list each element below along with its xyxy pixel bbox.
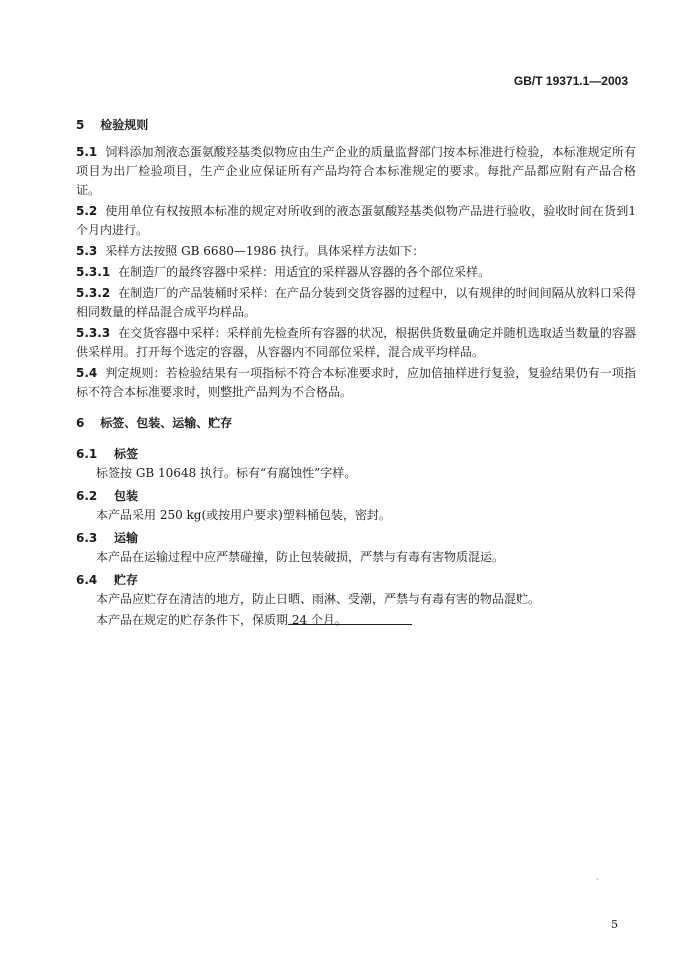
clause-6-4-text-1: 本产品应贮存在清洁的地方，防止日晒、雨淋、受潮，严禁与有毒有害的物品混贮。 <box>96 592 541 606</box>
clause-number: 6.3 <box>76 531 98 545</box>
clause-number: 5.3.3 <box>76 326 111 340</box>
clause-6-3-heading <box>76 529 636 548</box>
clause-5-3-2 <box>76 284 636 322</box>
clause-5-3-3 <box>76 324 636 362</box>
clause-6-1-text: 标签按 GB 10648 执行。标有“有腐蚀性”字样。 <box>96 466 357 480</box>
section-title: 检验规则 <box>100 118 149 132</box>
clause-6-3-text: 本产品在运输过程中应严禁碰撞，防止包装破损，严禁与有毒有害物质混运。 <box>96 550 505 564</box>
clause-5-4 <box>76 364 636 402</box>
clause-title: 标签 <box>114 447 139 461</box>
section-title: 标签、包装、运输、贮存 <box>100 416 233 430</box>
section-5-heading <box>76 116 636 135</box>
clause-6-2-heading <box>76 487 636 506</box>
clause-number: 5.2 <box>76 204 98 218</box>
clause-6-4-text-2: 本产品在规定的贮存条件下，保质期 24 个月。 <box>96 613 347 627</box>
clause-5-2 <box>76 202 636 240</box>
clause-6-2-text: 本产品采用 250 kg(或按用户要求)塑料桶包装，密封。 <box>96 508 391 522</box>
end-divider <box>288 624 412 625</box>
clause-number: 5.3.2 <box>76 286 111 300</box>
clause-text: 在制造厂的最终容器中采样：用适宜的采样器从容器的各个部位采样。 <box>118 265 491 279</box>
clause-number: 5.3 <box>76 244 98 258</box>
section-number: 6 <box>76 416 85 430</box>
clause-text: 饲料添加剂液态蛋氨酸羟基类似物应由生产企业的质量监督部门按本标准进行检验，本标准规定所有项目为出厂检验项目，生产企业应保证所有产品均符合本标准规定的要求。每批产品都应附有产品合格证。 <box>76 145 636 197</box>
clause-title: 包装 <box>114 489 139 503</box>
clause-6-1-heading <box>76 445 636 464</box>
clause-number: 6.2 <box>76 489 98 503</box>
clause-title: 贮存 <box>114 573 139 587</box>
clause-title: 运输 <box>114 531 139 545</box>
clause-number: 5.1 <box>76 145 98 159</box>
clause-text: 判定规则：若检验结果有一项指标不符合本标准要求时，应加倍抽样进行复验，复验结果仍有一项指标不符合本标准要求时，则整批产品判为不合格品。 <box>76 366 636 399</box>
section-6-heading <box>76 414 636 433</box>
clause-5-3 <box>76 242 636 261</box>
standard-code: GB/T 19371.1—2003 <box>513 74 628 88</box>
clause-5-1 <box>76 143 636 200</box>
clause-text: 在制造厂的产品装桶时采样：在产品分装到交货容器的过程中，以有规律的时间间隔从放料口采得相同数量的样品混合成平均样品。 <box>76 286 636 319</box>
clause-number: 6.1 <box>76 447 98 461</box>
page-number: 5 <box>611 918 618 931</box>
clause-5-3-1 <box>76 263 636 282</box>
section-number: 5 <box>76 118 85 132</box>
clause-number: 6.4 <box>76 573 98 587</box>
document-body <box>76 116 636 632</box>
clause-number: 5.3.1 <box>76 265 111 279</box>
clause-6-4-heading <box>76 571 636 590</box>
clause-text: 在交货容器中采样：采样前先检查所有容器的状况，根据供货数量确定并随机选取适当数量的容器供采样用。打开每个选定的容器，从容器内不同部位采样，混合成平均样品。 <box>76 326 636 359</box>
clause-text: 采样方法按照 GB 6680—1986 执行。具体采样方法如下： <box>105 244 425 258</box>
clause-text: 使用单位有权按照本标准的规定对所收到的液态蛋氨酸羟基类似物产品进行验收，验收时间在货到1个月内进行。 <box>76 204 636 237</box>
clause-number: 5.4 <box>76 366 98 380</box>
scan-speck: · <box>596 875 599 884</box>
